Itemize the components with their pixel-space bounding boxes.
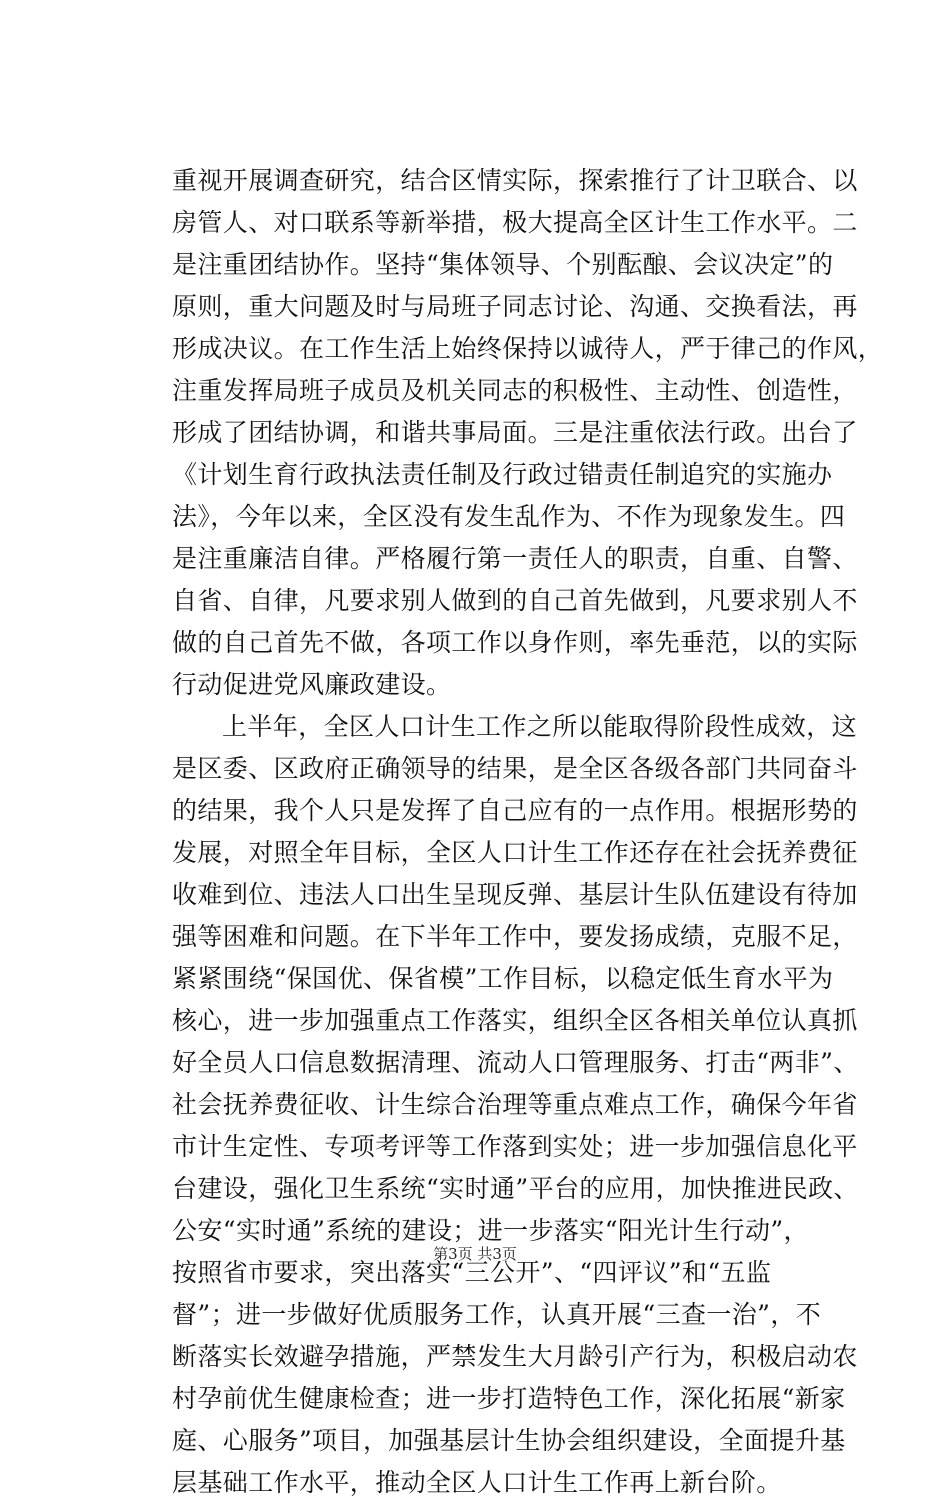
text-line: 是注重团结协作。坚持“集体领导、个别酝酿、会议决定”的 [172,250,834,279]
document-body [172,160,884,1504]
text-line: 督”；进一步做好优质服务工作，认真开展“三查一治”，不 [172,1300,822,1329]
text-line: 公安“实时通”系统的建设；进一步落实“阳光计生行动”， [172,1216,809,1245]
text-line: 房管人、对口联系等新举措，极大提高全区计生工作水平。二 [172,208,858,237]
text-line: 收难到位、违法人口出生呈现反弹、基层计生队伍建设有待加 [172,880,858,909]
text-line: 按照省市要求，突出落实“三公开”、“四评议”和“五监 [172,1258,772,1287]
text-line: 重视开展调查研究，结合区情实际，探索推行了计卫联合、以 [172,166,858,195]
text-line: 注重发挥局班子成员及机关同志的积极性、主动性、创造性， [172,376,858,405]
text-line: 村孕前优生健康检查；进一步打造特色工作，深化拓展“新家 [172,1384,846,1413]
text-line: 法》，今年以来，全区没有发生乱作为、不作为现象发生。四 [172,502,846,531]
text-line: 自省、自律，凡要求别人做到的自己首先做到，凡要求别人不 [172,586,858,615]
text-line: 发展，对照全年目标，全区人口计生工作还存在社会抚养费征 [172,838,858,867]
text-line: 台建设，强化卫生系统“实时通”平台的应用，加快推进民政、 [172,1174,859,1203]
text-line: 《计划生育行政执法责任制及行政过错责任制追究的实施办 [172,460,833,489]
text-line: 形成决议。在工作生活上始终保持以诚待人，严于律己的作风， [172,334,884,363]
text-line: 断落实长效避孕措施，严禁发生大月龄引产行为，积极启动农 [172,1342,858,1371]
text-line: 行动促进党风廉政建设。 [172,670,452,699]
text-line: 是区委、区政府正确领导的结果，是全区各级各部门共同奋斗 [172,754,858,783]
text-line: 强等困难和问题。在下半年工作中，要发扬成绩，克服不足， [172,922,858,951]
text-line: 市计生定性、专项考评等工作落到实处；进一步加强信息化平 [172,1132,858,1161]
text-line: 形成了团结协调，和谐共事局面。三是注重依法行政。出台了 [172,418,858,447]
text-line: 做的自己首先不做，各项工作以身作则，率先垂范，以的实际 [172,628,858,657]
text-line: 紧紧围绕“保国优、保省模”工作目标，以稳定低生育水平为 [172,964,834,993]
text-line: 社会抚养费征收、计生综合治理等重点难点工作，确保今年省 [172,1090,858,1119]
text-line: 好全员人口信息数据清理、流动人口管理服务、打击“两非”、 [172,1048,859,1077]
text-line: 原则，重大问题及时与局班子同志讨论、沟通、交换看法，再 [172,292,858,321]
page-number-footer: 第3页 共3页 [433,1245,517,1263]
text-line: 层基础工作水平，推动全区人口计生工作再上新台阶。 [172,1468,782,1497]
paragraph-start-line: 上半年，全区人口计生工作之所以能取得阶段性成效，这 [222,712,858,741]
text-line: 的结果，我个人只是发挥了自己应有的一点作用。根据形势的 [172,796,858,825]
text-line: 是注重廉洁自律。严格履行第一责任人的职责，自重、自警、 [172,544,858,573]
text-line: 庭、心服务”项目，加强基层计生协会组织建设，全面提升基 [172,1426,846,1455]
text-line: 核心，进一步加强重点工作落实，组织全区各相关单位认真抓 [172,1006,858,1035]
